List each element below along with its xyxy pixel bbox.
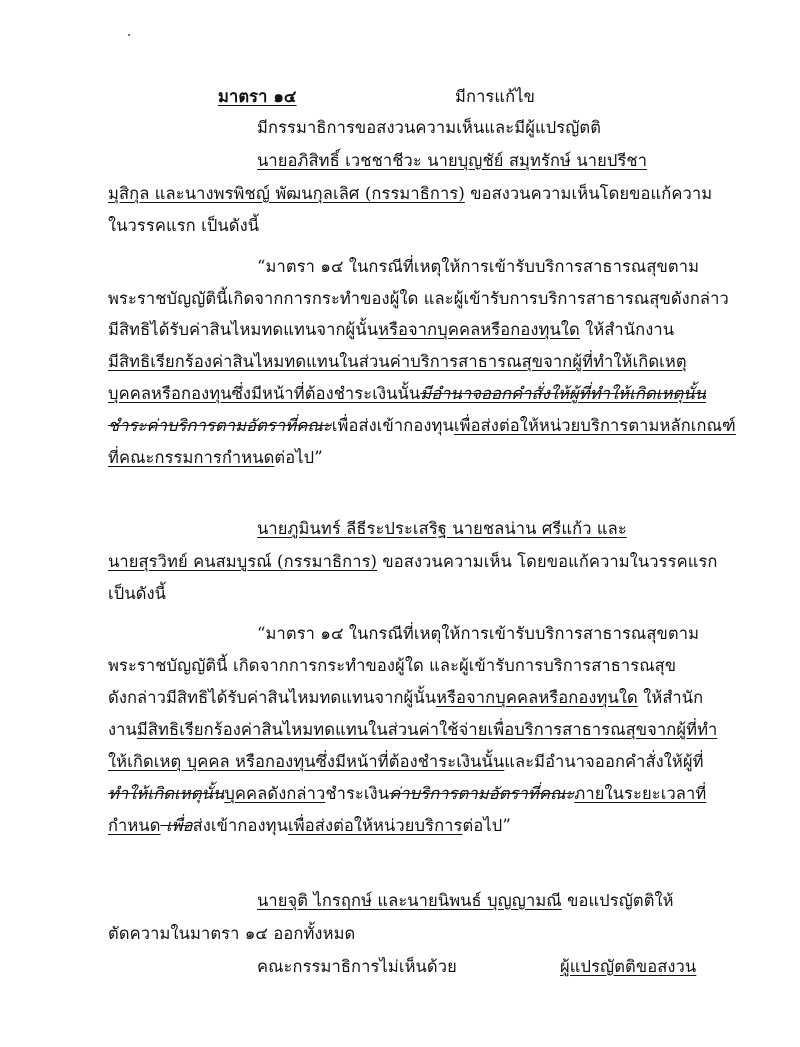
amend2-p6a: ทำให้เกิดเหตุนั้น (108, 784, 225, 803)
amend1-names-line1: นายอภิสิทธิ์ เวชชาชีวะ นายบุญชัย์ สมุทรักษ์ นายปรีชา (257, 151, 648, 170)
amend1-p6a: ชำระค่าบริการตามอัตราที่คณะ (108, 416, 332, 435)
section-title: มาตรา ๑๔ (218, 87, 297, 106)
amend1-p6c: เพื่อส่งต่อให้หน่วยบริการตามหลักเกณฑ์ (453, 416, 736, 435)
amend2-p4b: มีสิทธิเรียกร้องค่าสินไหมทดแทนในส่วนค่าใช้จ่ายเพื่อบริการสาธารณสุขจากผู้ที่ทำ (136, 720, 718, 739)
amend2-names-underlined: นายสุรวิทย์ คนสมบูรณ์ (กรรมาธิการ) (108, 552, 378, 571)
committee-disagree: คณะกรรมาธิการไม่เห็นด้วย (257, 957, 457, 976)
amend1-names-rest: ขอสงวนความเห็นโดยขอแก้ความ (464, 184, 713, 203)
amend2-line3: เป็นดังนี้ (108, 584, 167, 603)
amend2-p6d: ค่าบริการตามอัตราที่คณะ (389, 784, 575, 803)
amend1-names-underlined: มุสิกุล และนางพรพิชญ์ พัฒนกุลเลิศ (กรรมาธิการ) (108, 184, 465, 203)
section-status: มีการแก้ไข (455, 87, 535, 106)
amend3-names-line (257, 890, 674, 912)
amend1-p3c: ให้สำนักงาน (579, 320, 675, 339)
amend2-names-line2 (108, 551, 718, 573)
amend2-para-line7 (108, 815, 511, 837)
amend1-para-line1: “มาตรา ๑๔ ในกรณีที่เหตุให้การเข้ารับบริการสาธารณสุขตาม (257, 257, 700, 276)
amend2-p7a: กำหนด (108, 816, 161, 835)
amend2-para-line1: “มาตรา ๑๔ ในกรณีที่เหตุให้การเข้ารับบริการสาธารณสุขตาม (257, 624, 700, 643)
amend2-p3b: หรือจากบุคคลหรือกองทุนใด (436, 688, 638, 707)
amend1-p3b: หรือจากบุคคลหรือกองทุนใด (378, 320, 580, 339)
amend2-names-rest: ขอสงวนความเห็น โดยขอแก้ความในวรรคแรก (377, 552, 718, 571)
amend1-para-line2: พระราชบัญญัตินี้เกิดจากการกระทำของผู้ใด และผู้เข้ารับการบริการสาธารณสุขดังกล่าว (108, 289, 729, 308)
scan-speck (128, 34, 130, 36)
amend1-p5b: มีอำนาจออกคำสั่งให้ผู้ที่ทำให้เกิดเหตุนั้น (420, 384, 707, 403)
amend2-names-line1: นายภูมินทร์ ลีธีระประเสริฐ นายชลน่าน ศรีแก้ว และ (257, 519, 627, 538)
amend2-p7d: เพื่อส่งต่อให้หน่วยบริการ (288, 816, 463, 835)
amend2-p7b: เพื่อ (160, 816, 193, 835)
intro-line: มีกรรมาธิการขอสงวนความเห็นและมีผู้แปรญัตติ (257, 118, 602, 137)
amend1-p5a: บุคคลหรือกองทุนซึ่งมีหน้าที่ต้องชำระเงินนั้น (108, 384, 421, 403)
amend2-p6e: ภายในระยะเวลาที่ (574, 784, 707, 803)
amend1-para-line6 (108, 415, 736, 437)
amend3-names-underlined: นายจุติ ไกรฤกษ์ และนายนิพนธ์ บุญญามณี (257, 891, 562, 910)
amend2-p3a: ดังกล่าวมีสิทธิได้รับค่าสินไหมทดแทนจากผู้นั้น (108, 688, 437, 707)
amend2-para-line5 (108, 751, 704, 773)
amend2-para-line3 (108, 687, 703, 709)
amend2-para-line2: พระราชบัญญัตินี้ เกิดจากการกระทำของผู้ใด และผู้เข้ารับการบริการสาธารณสุข (108, 656, 677, 675)
amend1-para-line4: มีสิทธิเรียกร้องค่าสินไหมทดแทนในส่วนค่าบริการสาธารณสุขจากผู้ที่ทำให้เกิดเหตุ (108, 352, 687, 371)
amend1-para-line3 (108, 319, 674, 341)
amend1-p7b: ต่อไป” (274, 448, 323, 467)
amend2-p6b: บุคคลดังกล่าว (224, 784, 326, 803)
reserve-note: ผู้แปรญัตติขอสงวน (560, 957, 697, 976)
amend2-p5b: และมีอำนาจออกคำสั่งให้ผู้ที่ (504, 752, 704, 771)
amend2-p3c: ให้สำนัก (637, 688, 704, 707)
amend1-line3: ในวรรคแรก เป็นดังนี้ (108, 216, 260, 235)
amend1-p3a: มีสิทธิได้รับค่าสินไหมทดแทนจากผู้นั้น (108, 320, 379, 339)
amend1-p6b: เพื่อส่งเข้ากองทุน (331, 416, 454, 435)
amend2-p5a: ให้เกิดเหตุ บุคคล หรือกองทุนซึ่งมีหน้าที่ต้องชำระเงินนั้น (108, 752, 505, 771)
amend2-p6c: ชำระเงิน (325, 784, 390, 803)
amend2-p7c: ส่งเข้ากองทุน (192, 816, 289, 835)
amend1-names-line2 (108, 183, 712, 205)
amend2-p4a: งาน (108, 720, 137, 739)
amend2-p7e: ต่อไป” (462, 816, 511, 835)
amend2-para-line6 (108, 783, 706, 805)
amend1-p7a: ที่คณะกรรมการกำหนด (108, 448, 275, 467)
amend3-line2: ตัดความในมาตรา ๑๔ ออกทั้งหมด (108, 924, 356, 943)
amend1-para-line7 (108, 447, 323, 469)
amend3-names-rest: ขอแปรญัตติให้ (561, 891, 674, 910)
amend1-para-line5 (108, 383, 706, 405)
amend2-para-line4 (108, 719, 717, 741)
